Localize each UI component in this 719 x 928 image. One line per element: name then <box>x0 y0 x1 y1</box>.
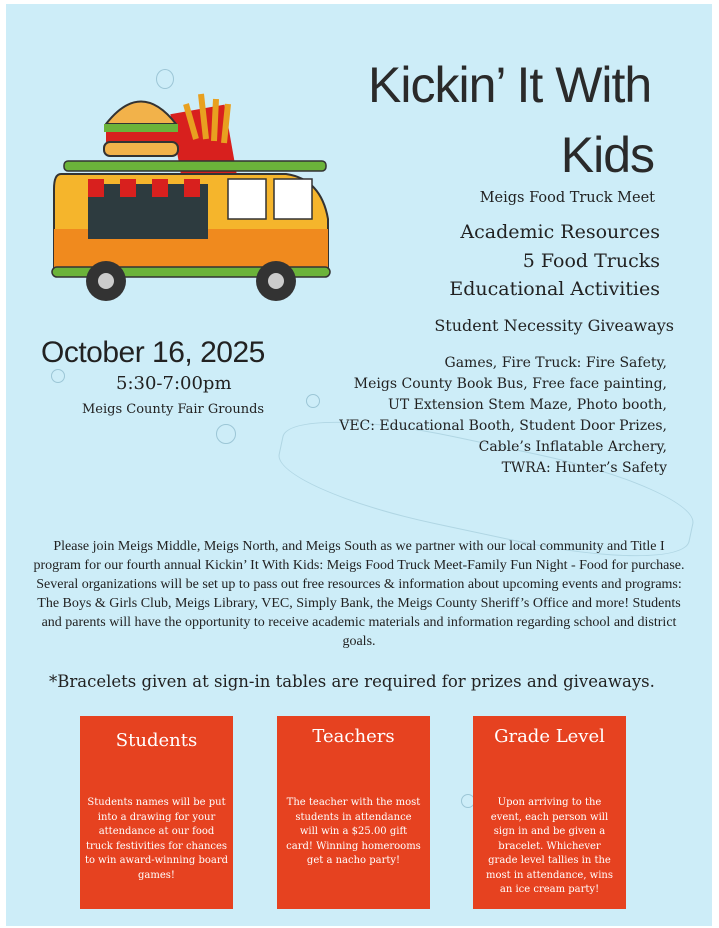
highlight-educational: Educational Activities <box>449 278 660 300</box>
activity-line: VEC: Educational Booth, Student Door Prizes, <box>339 418 667 434</box>
giveaways-heading: Student Necessity Giveaways <box>434 316 674 335</box>
event-title: Kickin’ It With <box>368 57 652 113</box>
teachers-box-text: The teacher with the most students in attendance will win a $25.00 gift card! Winning homerooms get a nacho party! <box>286 797 421 866</box>
students-box-text: Students names will be put into a drawing for your attendance at our food truck festivities for chances to win award-winning board games! <box>84 797 229 881</box>
activity-line: Meigs County Book Bus, Free face painting, <box>353 376 667 392</box>
activity-line: Games, Fire Truck: Fire Safety, <box>444 355 667 371</box>
event-location: Meigs County Fair Grounds <box>82 402 265 417</box>
activity-line: UT Extension Stem Maze, Photo booth, <box>388 397 667 413</box>
grade-level-box <box>473 716 626 909</box>
highlight-academic: Academic Resources <box>460 221 660 243</box>
flyer-page <box>6 4 712 926</box>
event-title-kids: Kids <box>560 127 654 183</box>
event-subtitle: Meigs Food Truck Meet <box>479 190 655 206</box>
teachers-box-title: Teachers <box>312 726 395 747</box>
decor-circle <box>216 424 236 444</box>
event-time: 5:30-7:00pm <box>116 373 232 394</box>
activity-line: TWRA: Hunter’s Safety <box>501 460 667 476</box>
teachers-box <box>277 716 430 909</box>
highlight-food-trucks: 5 Food Trucks <box>522 250 660 272</box>
decor-circle <box>51 369 65 383</box>
bracelet-note: *Bracelets given at sign-in tables are required for prizes and giveaways. <box>49 672 655 691</box>
students-box <box>80 716 233 909</box>
food-truck-illustration <box>46 79 336 309</box>
grade-level-box-text: Upon arriving to the event, each person will sign in and be given a bracelet. Whichever grade level tallies in the most in attendance, wins an ice cream party! <box>485 797 614 895</box>
event-description: Please join Meigs Middle, Meigs North, and Meigs South as we partner with our local community and Title I program for our fourth annual Kickin’ It With Kids: Meigs Food Truck Meet-Family Fun Night - Food for purchase. Several organizations will be set up to pass out free resources & information about upcoming events and programs: The Boys & Girls Club, Meigs Library, VEC, Simply Bank, the Meigs County Sheriff’s Office and more! Students and parents will have the opportunity to receive academic materials and information regarding school and district goals. <box>33 539 685 649</box>
decor-circle <box>306 394 320 408</box>
event-date: October 16, 2025 <box>41 336 265 369</box>
activity-line: Cable’s Inflatable Archery, <box>478 439 667 455</box>
grade-level-box-title: Grade Level <box>494 726 605 747</box>
students-box-title: Students <box>115 730 198 751</box>
